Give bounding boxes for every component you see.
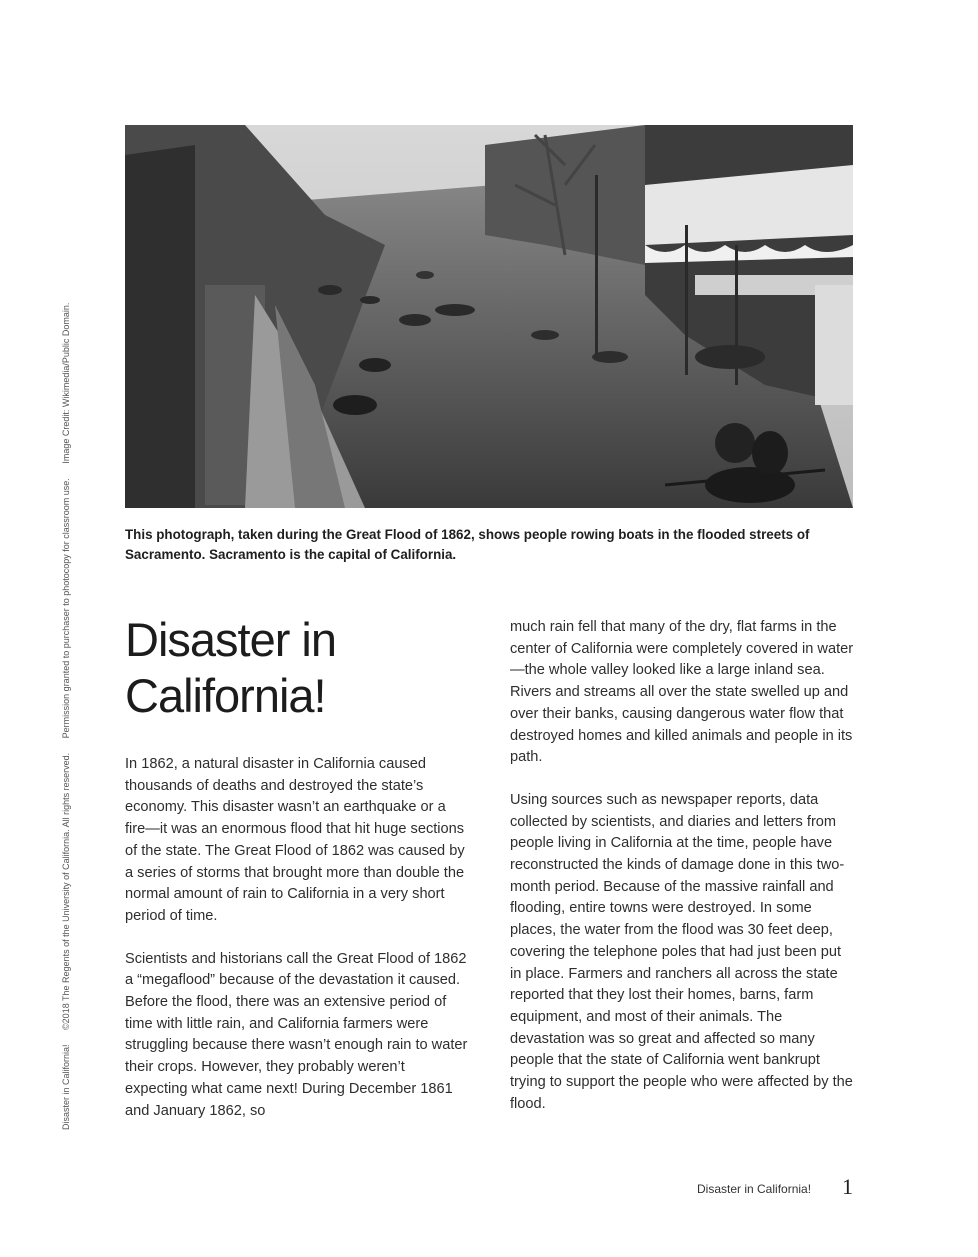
- page-number: 1: [842, 1174, 853, 1199]
- paragraph: Scientists and historians call the Great Flood of 1862 a “megaflood” because of the devastation it caused. Before the flood, there was an extensive period of time with little rain, and California farmers were struggling because there wasn’t enough rain to water their crops. However, they probably weren’t expecting what came next! During December 1861 and January 1862, so: [125, 950, 468, 1119]
- sidebar-image-credit: Image Credit: Wikimedia/Public Domain.: [61, 302, 71, 464]
- article-title: Disaster in California!: [125, 613, 337, 722]
- paragraph: Using sources such as newspaper reports, data collected by scientists, and diaries and letters from people living in California at the time, people have reconstructed the kinds of damage done in this two-month period. Because of the massive rainfall and flooding, entire towns were destroyed. In some places, the water from the flood was 30 feet deep, covering the telephone poles that had just been put in place. Farmers and ranchers all across the state reported that they lost their homes, barns, farm equipment, and most of their animals. The devastation was so great and affected so many people that the state of California went bankrupt trying to support the people who were affected by the flood.: [510, 791, 853, 1112]
- left-column: [125, 754, 470, 1143]
- sidebar-doc-title: Disaster in California!: [61, 1044, 71, 1130]
- photo-caption: This photograph, taken during the Great Flood of 1862, shows people rowing boats in the flooded streets of Sacramento. Sacramento is the capital of California.: [125, 527, 810, 562]
- footer-title: Disaster in California!: [697, 1182, 812, 1196]
- sidebar-credits: [59, 250, 73, 1130]
- paragraph: In 1862, a natural disaster in California caused thousands of deaths and destroyed the state’s economy. This disaster wasn’t an earthquake or a fire—it was an enormous flood that hit huge sections of the state. The Great Flood of 1862 was caused by a series of storms that brought more than double the normal amount of rain to California in a very short period of time.: [125, 756, 465, 924]
- sidebar-permission: Permission granted to purchaser to photocopy for classroom use.: [61, 478, 71, 739]
- sidebar-copyright: ©2018 The Regents of the University of California. All rights reserved.: [61, 752, 71, 1030]
- right-column: [510, 617, 855, 1136]
- flood-photograph: [125, 125, 853, 508]
- paragraph: much rain fell that many of the dry, flat farms in the center of California were completely covered in water—the whole valley looked like a large inland sea. Rivers and streams all over the state swelled up and over their banks, causing dangerous water flow that destroyed homes and killed animals and people in its path.: [510, 619, 854, 766]
